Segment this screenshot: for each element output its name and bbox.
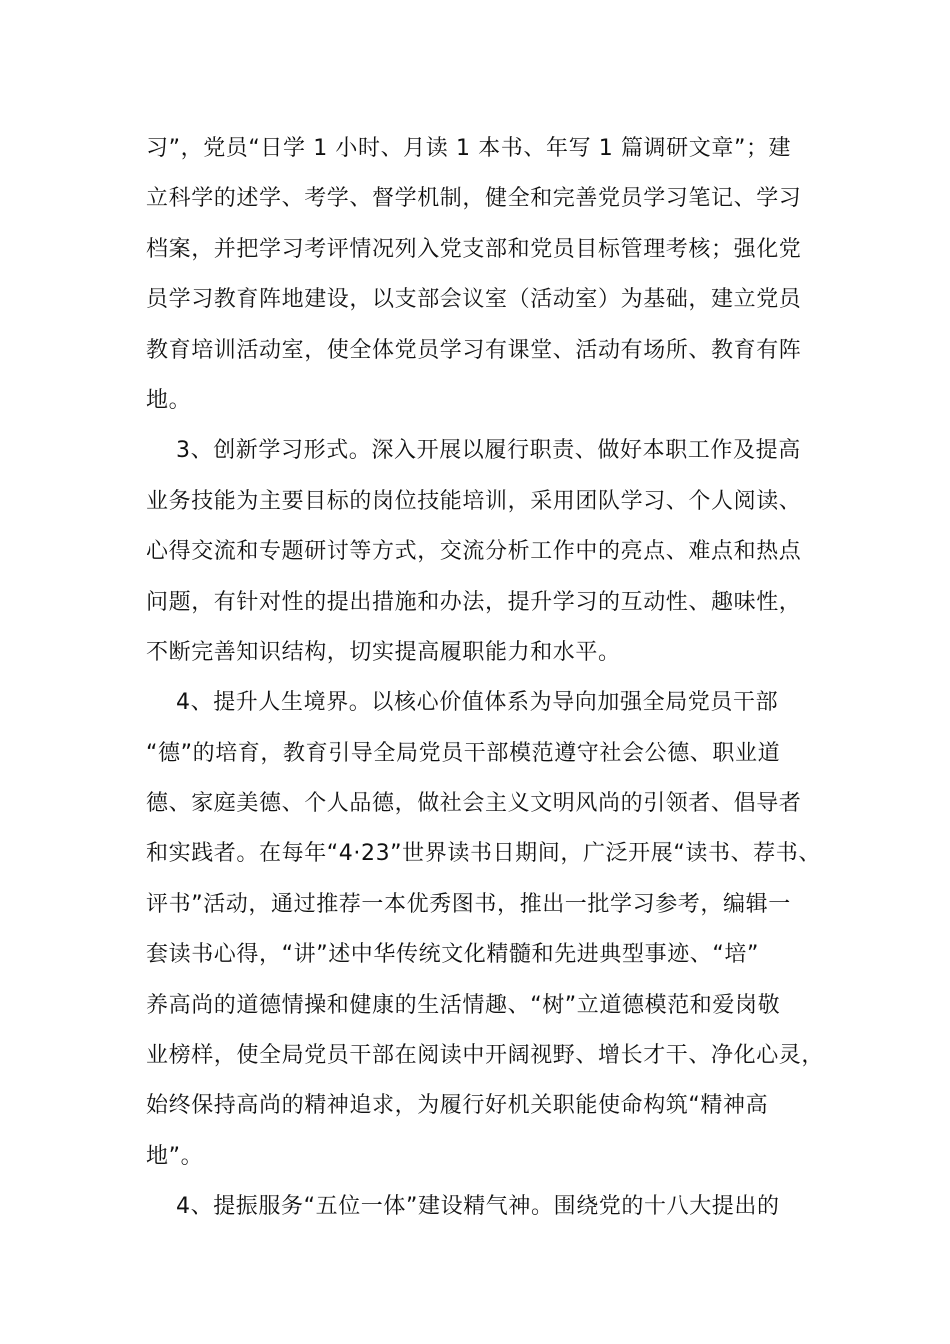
text-line: 4、提振服务“五位一体”建设精气神。围绕党的十八大提出的 bbox=[176, 1194, 780, 1220]
text-line: 和实践者。在每年“4·23”世界读书日期间，广泛开展“读书、荐书、 bbox=[146, 841, 821, 867]
text-line: 养高尚的道德情操和健康的生活情趣、“树”立道德模范和爱岗敬 bbox=[146, 992, 781, 1018]
body-text bbox=[146, 124, 825, 1233]
text-line: 立科学的述学、考学、督学机制，健全和完善党员学习笔记、学习 bbox=[146, 186, 802, 212]
text-line: 习”，党员“日学 1 小时、月读 1 本书、年写 1 篇调研文章”；建 bbox=[146, 136, 792, 161]
text-line: 德、家庭美德、个人品德，做社会主义文明风尚的引领者、倡导者 bbox=[146, 791, 802, 817]
text-line: 问题，有针对性的提出措施和办法，提升学习的互动性、趣味性， bbox=[146, 589, 802, 615]
text-line: 业务技能为主要目标的岗位技能培训，采用团队学习、个人阅读、 bbox=[146, 488, 802, 514]
text-line: 地。 bbox=[146, 387, 192, 413]
text-line: 地”。 bbox=[146, 1143, 204, 1169]
text-line: 套读书心得，“讲”述中华传统文化精髓和先进典型事迹、“培” bbox=[146, 942, 759, 968]
text-line: 心得交流和专题研讨等方式，交流分析工作中的亮点、难点和热点 bbox=[146, 539, 802, 565]
text-line: 业榜样，使全局党员干部在阅读中开阔视野、增长才干、净化心灵， bbox=[146, 1043, 825, 1069]
text-line: 3、创新学习形式。深入开展以履行职责、做好本职工作及提高 bbox=[176, 438, 801, 464]
text-line: 始终保持高尚的精神追求，为履行好机关职能使命构筑“精神高 bbox=[146, 1093, 769, 1119]
text-line: “德”的培育，教育引导全局党员干部模范遵守社会公德、职业道 bbox=[146, 740, 781, 766]
text-line: 评书”活动，通过推荐一本优秀图书，推出一批学习参考，编辑一 bbox=[146, 891, 791, 917]
text-line: 不断完善知识结构，切实提高履职能力和水平。 bbox=[146, 639, 621, 665]
text-line: 教育培训活动室，使全体党员学习有课堂、活动有场所、教育有阵 bbox=[146, 337, 802, 363]
text-line: 4、提升人生境界。以核心价值体系为导向加强全局党员干部 bbox=[176, 690, 779, 716]
text-line: 档案，并把学习考评情况列入党支部和党员目标管理考核；强化党 bbox=[146, 236, 802, 262]
text-line: 员学习教育阵地建设，以支部会议室（活动室）为基础，建立党员 bbox=[146, 287, 802, 313]
